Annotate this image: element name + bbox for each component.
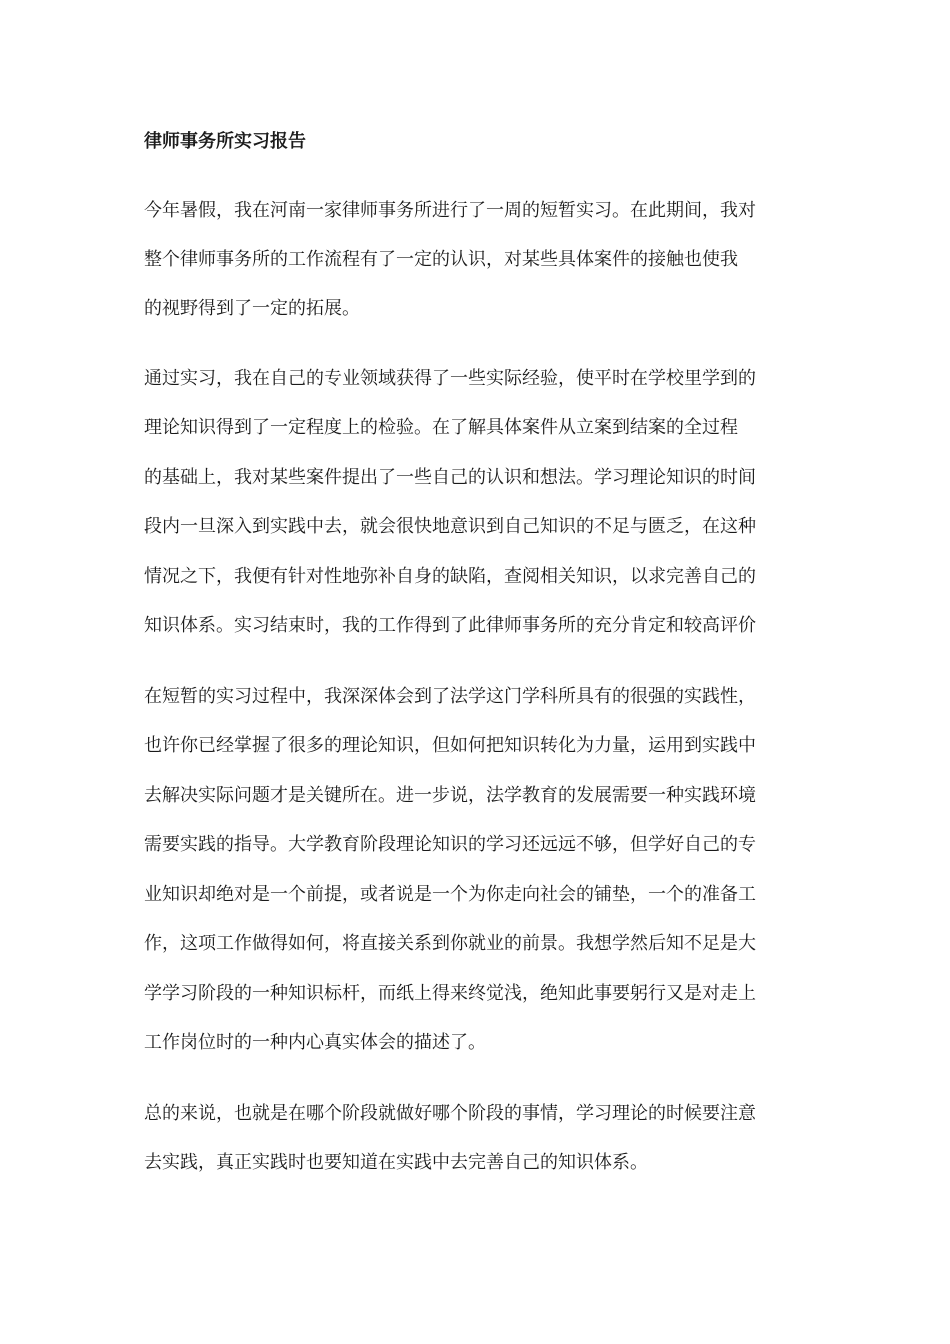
paragraph-3-line-6: 作，这项工作做得如何，将直接关系到你就业的前景。我想学然后知不足是大 [144,933,756,954]
paragraph-3-line-2: 也许你已经掌握了很多的理论知识，但如何把知识转化为力量，运用到实践中 [144,735,756,756]
paragraph-3-line-7: 学学习阶段的一种知识标杆，而纸上得来终觉浅，绝知此事要躬行又是对走上 [144,983,756,1004]
paragraph-2-line-5: 情况之下，我便有针对性地弥补自身的缺陷，查阅相关知识，以求完善自己的 [144,566,756,587]
paragraph-3-line-4: 需要实践的指导。大学教育阶段理论知识的学习还远远不够，但学好自己的专 [144,834,756,855]
paragraph-1-line-2: 整个律师事务所的工作流程有了一定的认识，对某些具体案件的接触也使我 [144,249,738,270]
paragraph-2-line-1: 通过实习，我在自己的专业领域获得了一些实际经验，使平时在学校里学到的 [144,368,756,389]
paragraph-3-line-5: 业知识却绝对是一个前提，或者说是一个为你走向社会的铺垫，一个的准备工 [144,884,756,905]
paragraph-2-line-4: 段内一旦深入到实践中去，就会很快地意识到自己知识的不足与匮乏，在这种 [144,516,756,537]
paragraph-2-line-6: 知识体系。实习结束时，我的工作得到了此律师事务所的充分肯定和较高评价 [144,615,756,636]
paragraph-1-line-1: 今年暑假，我在河南一家律师事务所进行了一周的短暂实习。在此期间，我对 [144,200,756,221]
paragraph-2-line-3: 的基础上，我对某些案件提出了一些自己的认识和想法。学习理论知识的时间 [144,467,756,488]
paragraph-3-line-3: 去解决实际问题才是关键所在。进一步说，法学教育的发展需要一种实践环境 [144,785,756,806]
paragraph-1-line-3: 的视野得到了一定的拓展。 [144,298,360,319]
paragraph-2-line-2: 理论知识得到了一定程度上的检验。在了解具体案件从立案到结案的全过程 [144,417,738,438]
paragraph-3-line-8: 工作岗位时的一种内心真实体会的描述了。 [144,1032,486,1053]
paragraph-4-line-1: 总的来说，也就是在哪个阶段就做好哪个阶段的事情，学习理论的时候要注意 [144,1103,756,1124]
paragraph-3-line-1: 在短暂的实习过程中，我深深体会到了法学这门学科所具有的很强的实践性， [144,686,756,707]
document-title: 律师事务所实习报告 [144,131,306,152]
paragraph-4-line-2: 去实践，真正实践时也要知道在实践中去完善自己的知识体系。 [144,1152,648,1173]
